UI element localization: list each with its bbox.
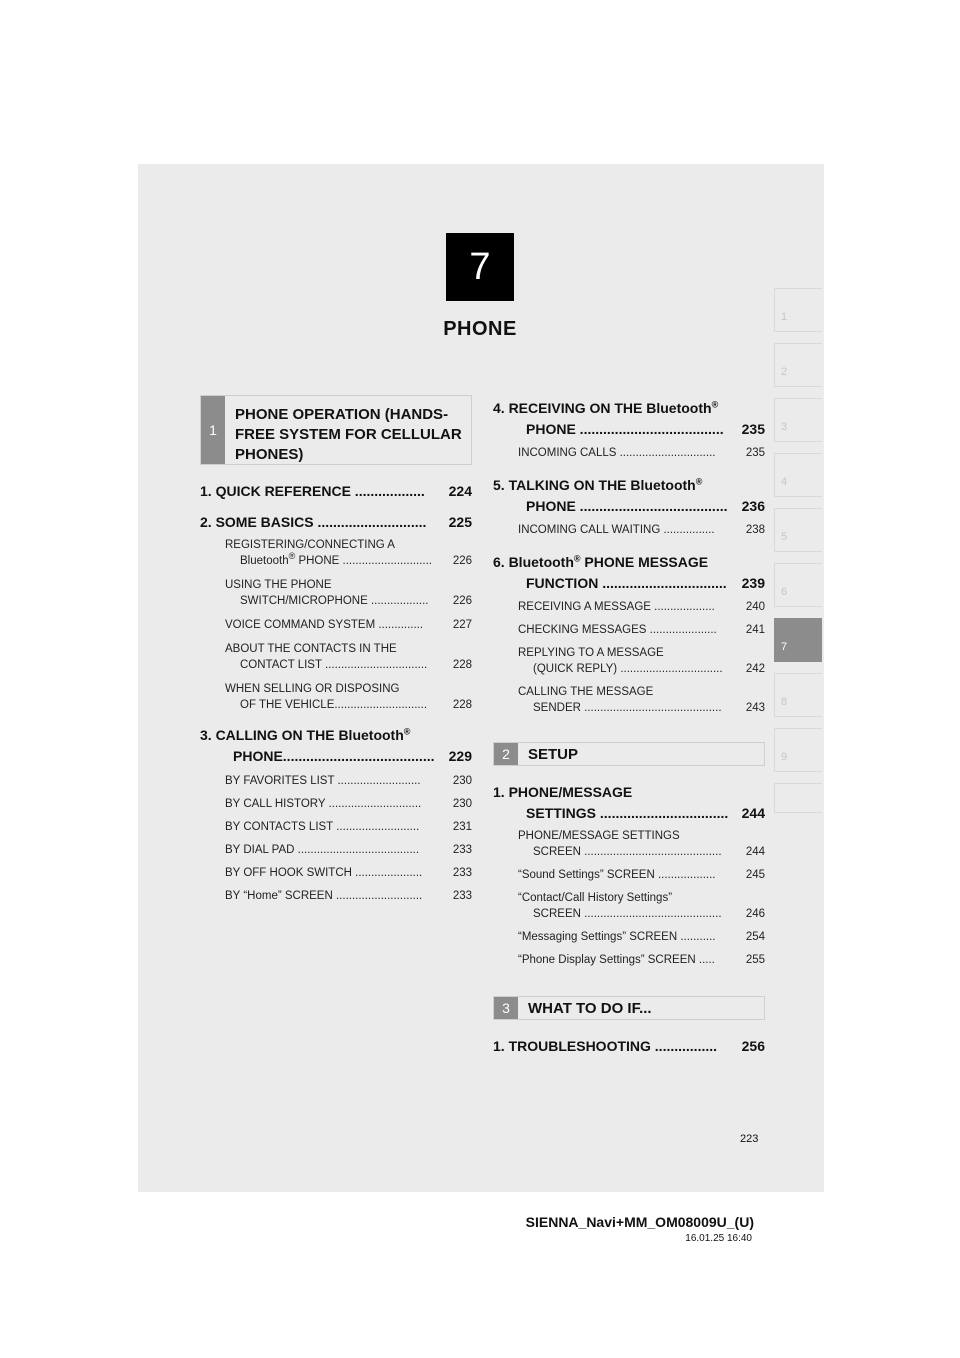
chapter-title: PHONE — [443, 318, 517, 340]
toc-entry[interactable]: 4. RECEIVING ON THE Bluetooth® PHONE ..................................... 235 — [493, 399, 765, 437]
toc-subentry[interactable]: REPLYING TO A MESSAGE (QUICK REPLY) ................................ 242 — [518, 647, 765, 675]
section-title: SETUP — [528, 746, 579, 763]
page-number: 223 — [740, 1133, 759, 1145]
toc-entry[interactable]: 6. Bluetooth® PHONE MESSAGE FUNCTION ................................ 239 — [493, 553, 765, 591]
toc-right-column — [493, 398, 765, 1057]
tab-4[interactable]: 4 — [774, 453, 822, 497]
toc-subentry[interactable]: BY FAVORITES LIST .......................... 230 — [225, 775, 472, 787]
toc-left-column — [200, 395, 472, 904]
document-code: SIENNA_Navi+MM_OM08009U_(U) — [525, 1214, 754, 1230]
tab-8[interactable]: 8 — [774, 673, 822, 717]
toc-subentry[interactable]: BY “Home” SCREEN ........................... 233 — [225, 890, 472, 902]
section-header-2 — [493, 742, 765, 766]
section-header-3 — [493, 996, 765, 1020]
tab-1[interactable]: 1 — [774, 288, 822, 332]
section-title: WHAT TO DO IF... — [528, 1000, 652, 1017]
toc-subentry[interactable]: “Contact/Call History Settings” SCREEN ........................................... 246 — [518, 892, 765, 920]
toc-subentry[interactable]: RECEIVING A MESSAGE ................... 240 — [518, 601, 765, 613]
section-header-1 — [200, 395, 472, 465]
toc-entry[interactable]: 3. CALLING ON THE Bluetooth® PHONE....................................... 229 — [200, 726, 472, 764]
tab-9[interactable]: 9 — [774, 728, 822, 772]
toc-subentry[interactable]: REGISTERING/CONNECTING A Bluetooth® PHONE ............................ 226 — [225, 539, 472, 567]
toc-subentry[interactable]: PHONE/MESSAGE SETTINGS SCREEN ........................................... 244 — [518, 830, 765, 858]
toc-subentry[interactable]: VOICE COMMAND SYSTEM .............. 227 — [225, 619, 472, 631]
toc-subentry[interactable]: BY OFF HOOK SWITCH ..................... 233 — [225, 867, 472, 879]
toc-subentry[interactable]: INCOMING CALLS .............................. 235 — [518, 447, 765, 459]
tab-3[interactable]: 3 — [774, 398, 822, 442]
toc-entry[interactable]: 2. SOME BASICS ............................ 225 — [200, 514, 472, 530]
toc-subentry[interactable]: CALLING THE MESSAGE SENDER ........................................... 243 — [518, 686, 765, 714]
toc-subentry[interactable]: BY DIAL PAD ...................................... 233 — [225, 844, 472, 856]
toc-entry[interactable]: 1. QUICK REFERENCE .................. 224 — [200, 483, 472, 499]
chapter-number-box — [446, 233, 514, 301]
toc-subentry[interactable]: BY CALL HISTORY ............................. 230 — [225, 798, 472, 810]
toc-entry[interactable]: 5. TALKING ON THE Bluetooth® PHONE ...................................... 236 — [493, 476, 765, 514]
toc-entry[interactable]: 1. PHONE/MESSAGE SETTINGS ................................. 244 — [493, 784, 765, 821]
tab-blank — [774, 783, 822, 813]
toc-subentry[interactable]: ABOUT THE CONTACTS IN THE CONTACT LIST ................................ 228 — [225, 643, 472, 671]
chapter-number: 7 — [469, 245, 491, 288]
tab-2[interactable]: 2 — [774, 343, 822, 387]
toc-subentry[interactable]: “Phone Display Settings” SCREEN ..... 255 — [518, 954, 765, 966]
tab-7[interactable]: 7 — [774, 618, 822, 662]
tab-5[interactable]: 5 — [774, 508, 822, 552]
toc-entry[interactable]: 1. TROUBLESHOOTING ................ 256 — [493, 1038, 765, 1054]
section-title: PHONE OPERATION (HANDS-FREE SYSTEM FOR CELLULAR PHONES) — [235, 406, 462, 463]
toc-subentry[interactable]: “Messaging Settings” SCREEN ........... 254 — [518, 931, 765, 943]
toc-subentry[interactable]: BY CONTACTS LIST .......................... 231 — [225, 821, 472, 833]
toc-subentry[interactable]: USING THE PHONE SWITCH/MICROPHONE .................. 226 — [225, 579, 472, 607]
toc-subentry[interactable]: WHEN SELLING OR DISPOSING OF THE VEHICLE............................. 228 — [225, 683, 472, 711]
print-date: 16.01.25 16:40 — [685, 1233, 752, 1244]
toc-subentry[interactable]: INCOMING CALL WAITING ................ 238 — [518, 524, 765, 536]
toc-subentry[interactable]: “Sound Settings” SCREEN .................. 245 — [518, 869, 765, 881]
toc-subentry[interactable]: CHECKING MESSAGES ..................... 241 — [518, 624, 765, 636]
tab-6[interactable]: 6 — [774, 563, 822, 607]
chapter-tabs — [774, 288, 822, 824]
section-number: 1 — [201, 396, 225, 464]
section-number: 2 — [494, 743, 518, 765]
section-number: 3 — [494, 997, 518, 1019]
